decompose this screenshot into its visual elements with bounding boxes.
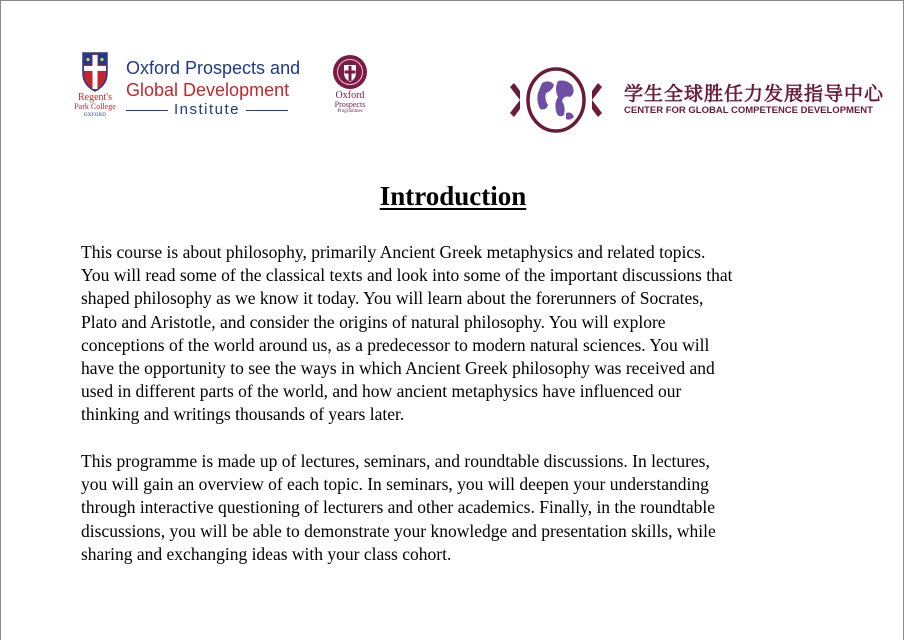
institute-line-1: Oxford Prospects and <box>126 58 301 78</box>
badge-line-1: Oxford <box>335 90 365 101</box>
oxford-prospects-programmes-badge <box>325 53 375 125</box>
institute-wordmark <box>126 57 326 119</box>
rule-right <box>246 110 288 111</box>
paragraph-line: This course is about philosophy, primarily Ancient Greek metaphysics and related topics. <box>81 242 706 262</box>
center-name-english: CENTER FOR GLOBAL COMPETENCE DEVELOPMENT <box>624 105 873 116</box>
seal-icon <box>325 53 375 91</box>
shield-icon <box>69 51 121 93</box>
rule-left <box>126 110 168 111</box>
badge-line-2: Prospects <box>334 100 366 109</box>
oxford-prospects-logo <box>69 51 379 131</box>
paragraph-line: conceptions of the world around us, as a predecessor to modern natural sciences. You will <box>81 334 710 355</box>
crest-name: Regent's <box>77 92 113 103</box>
cgcd-logo <box>506 65 885 135</box>
badge-line-3: Programmes <box>337 109 363 114</box>
page-title: Introduction <box>379 181 527 211</box>
institute-word: Institute <box>174 101 241 118</box>
globe-icon <box>506 65 606 135</box>
paragraph-line: thinking and writings thousands of years later. <box>81 404 405 425</box>
paragraph-line: You will read some of the classical texts and look into some of the important discussions that <box>81 265 733 286</box>
paragraph-line: you will gain an overview of each topic. In seminars, you will deepen your understanding <box>81 474 709 495</box>
institute-line-3 <box>126 101 326 119</box>
paragraph-line: through interactive questioning of lecturers and other academics. Finally, in the roundtable <box>81 497 716 518</box>
paragraph-programme <box>81 450 841 566</box>
paragraph-line: used in different parts of the world, and how ancient metaphysics have influenced our <box>81 381 682 402</box>
regents-park-crest <box>69 51 121 123</box>
paragraph-line: shaped philosophy as we know it today. You will learn about the forerunners of Socrates, <box>81 288 704 309</box>
crest-subname: Park College <box>74 102 116 111</box>
paragraph-intro <box>81 241 841 427</box>
paragraph-line: This programme is made up of lectures, seminars, and roundtable discussions. In lectures, <box>81 451 710 471</box>
crest-city: OXFORD <box>83 113 107 118</box>
paragraph-line: Plato and Aristotle, and consider the origins of natural philosophy. You will explore <box>81 311 666 332</box>
paragraph-line: sharing and exchanging ideas with your class cohort. <box>81 543 452 564</box>
center-name-chinese: 学生全球胜任力发展指导中心 <box>624 83 885 105</box>
paragraph-line: have the opportunity to see the ways in which Ancient Greek philosophy was received and <box>81 358 715 379</box>
institute-line-2: Global Development <box>126 80 290 100</box>
paragraph-line: discussions, you will be able to demonstrate your knowledge and presentation skills, while <box>81 520 716 541</box>
